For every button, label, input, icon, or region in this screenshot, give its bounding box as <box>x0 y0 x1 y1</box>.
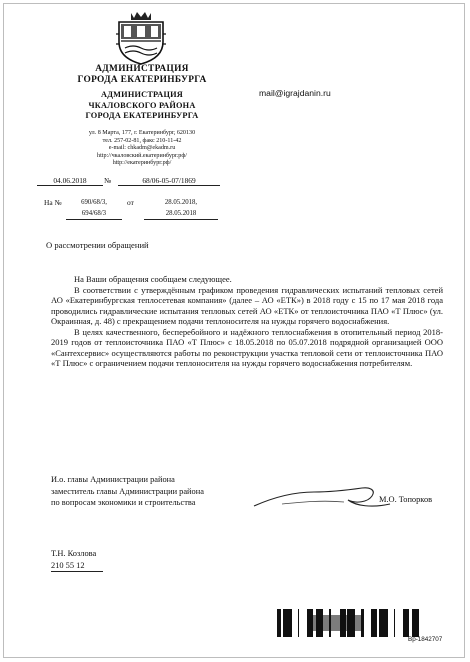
ref-date-1: 28.05.2018, <box>164 199 198 206</box>
ref-number-2: 694/68/3 <box>66 208 122 220</box>
reg-number: 68/06-05-07/1869 <box>118 176 220 186</box>
letter-body <box>51 274 443 369</box>
ref-number-1: 690/68/3, <box>81 199 107 206</box>
ref-label: На № <box>44 198 62 207</box>
suborg-name-line1: АДМИНИСТРАЦИЯ <box>101 90 183 99</box>
coat-of-arms-icon <box>115 10 167 66</box>
org-name-line1: АДМИНИСТРАЦИЯ <box>95 64 189 74</box>
handwritten-signature-icon <box>252 480 392 514</box>
executor-block <box>51 548 103 572</box>
recipient-email: mail@igrajdanin.ru <box>259 88 331 98</box>
website-district: http://чкаловский.екатеринбург.рф/ <box>97 152 187 159</box>
body-paragraph-1: На Ваши обращения сообщаем следующее. <box>74 274 232 284</box>
org-name <box>44 64 240 86</box>
signatory-title-line3: по вопросам экономики и строительства <box>51 498 196 508</box>
ref-dates <box>144 197 218 220</box>
letter-page <box>3 3 465 658</box>
signatory-title-line1: И.о. главы Администрации района <box>51 475 175 484</box>
document-registration-number: Вр-1842707 <box>408 636 443 643</box>
signatory-title <box>51 474 204 509</box>
ref-numbers <box>66 197 122 220</box>
reg-number-sign: № <box>104 176 112 185</box>
subject-line: О рассмотрении обращений <box>46 240 149 250</box>
suborg-name <box>44 90 240 122</box>
address: ул. 8 Марта, 177, г. Екатеринбург, 620130 <box>88 130 196 136</box>
body-paragraph-3: В целях качественного, бесперебойного и надёжного теплоснабжения в отопительный период 2018-2019 годов от теплоисточника ПАО «Т Плюс» с 18.05.2018 по 05.07.2018 подрядной организацией ООО «Сантехсервис» осуществляются работы по реконструкции участка тепловой сети от теплоисточника ПАО «Т Плюс» с ограничением подачи теплоносителя на нужды горячего водоснабжения потребителям. <box>51 326 443 368</box>
contact-block <box>44 130 240 168</box>
suborg-name-line3: ГОРОДА ЕКАТЕРИНБУРГА <box>85 111 199 120</box>
executor-name: Т.Н. Козлова <box>51 549 97 558</box>
org-email: e-mail: chkadm@ekadm.ru <box>108 145 176 152</box>
barcode-icon <box>277 609 427 637</box>
website-city: http://екатеринбург.рф/ <box>112 160 172 167</box>
suborg-name-line2: ЧКАЛОВСКОГО РАЙОНА <box>88 100 196 110</box>
body-paragraph-2: В соответствии с утверждённым графиком проведения гидравлических испытаний тепловых сетей АО «Екатеринбургская теплосетевая компания» (далее – АО «ЕТК») в 2018 году с 15 по 17 мая 2018 года проводились гидравлические испытания тепловых сетей АО «ЕТК» от теплоисточника ПАО «Т Плюс» (ул. Окраинная, д. 48) с прекращением подачи теплоносителя на нужды горячего водоснабжения. <box>51 284 443 326</box>
org-name-line2: ГОРОДА ЕКАТЕРИНБУРГА <box>77 75 207 85</box>
signatory-name: М.О. Топорков <box>379 495 433 504</box>
phone-fax: тел. 257-02-81, факс 210-11-42 <box>102 137 182 144</box>
reg-date: 04.06.2018 <box>37 176 103 186</box>
signatory-title-line2: заместитель главы Администрации района <box>51 486 204 496</box>
ref-date-2: 28.05.2018 <box>144 208 218 220</box>
executor-phone: 210 55 12 <box>51 560 103 573</box>
ref-from-label: от <box>127 198 134 207</box>
